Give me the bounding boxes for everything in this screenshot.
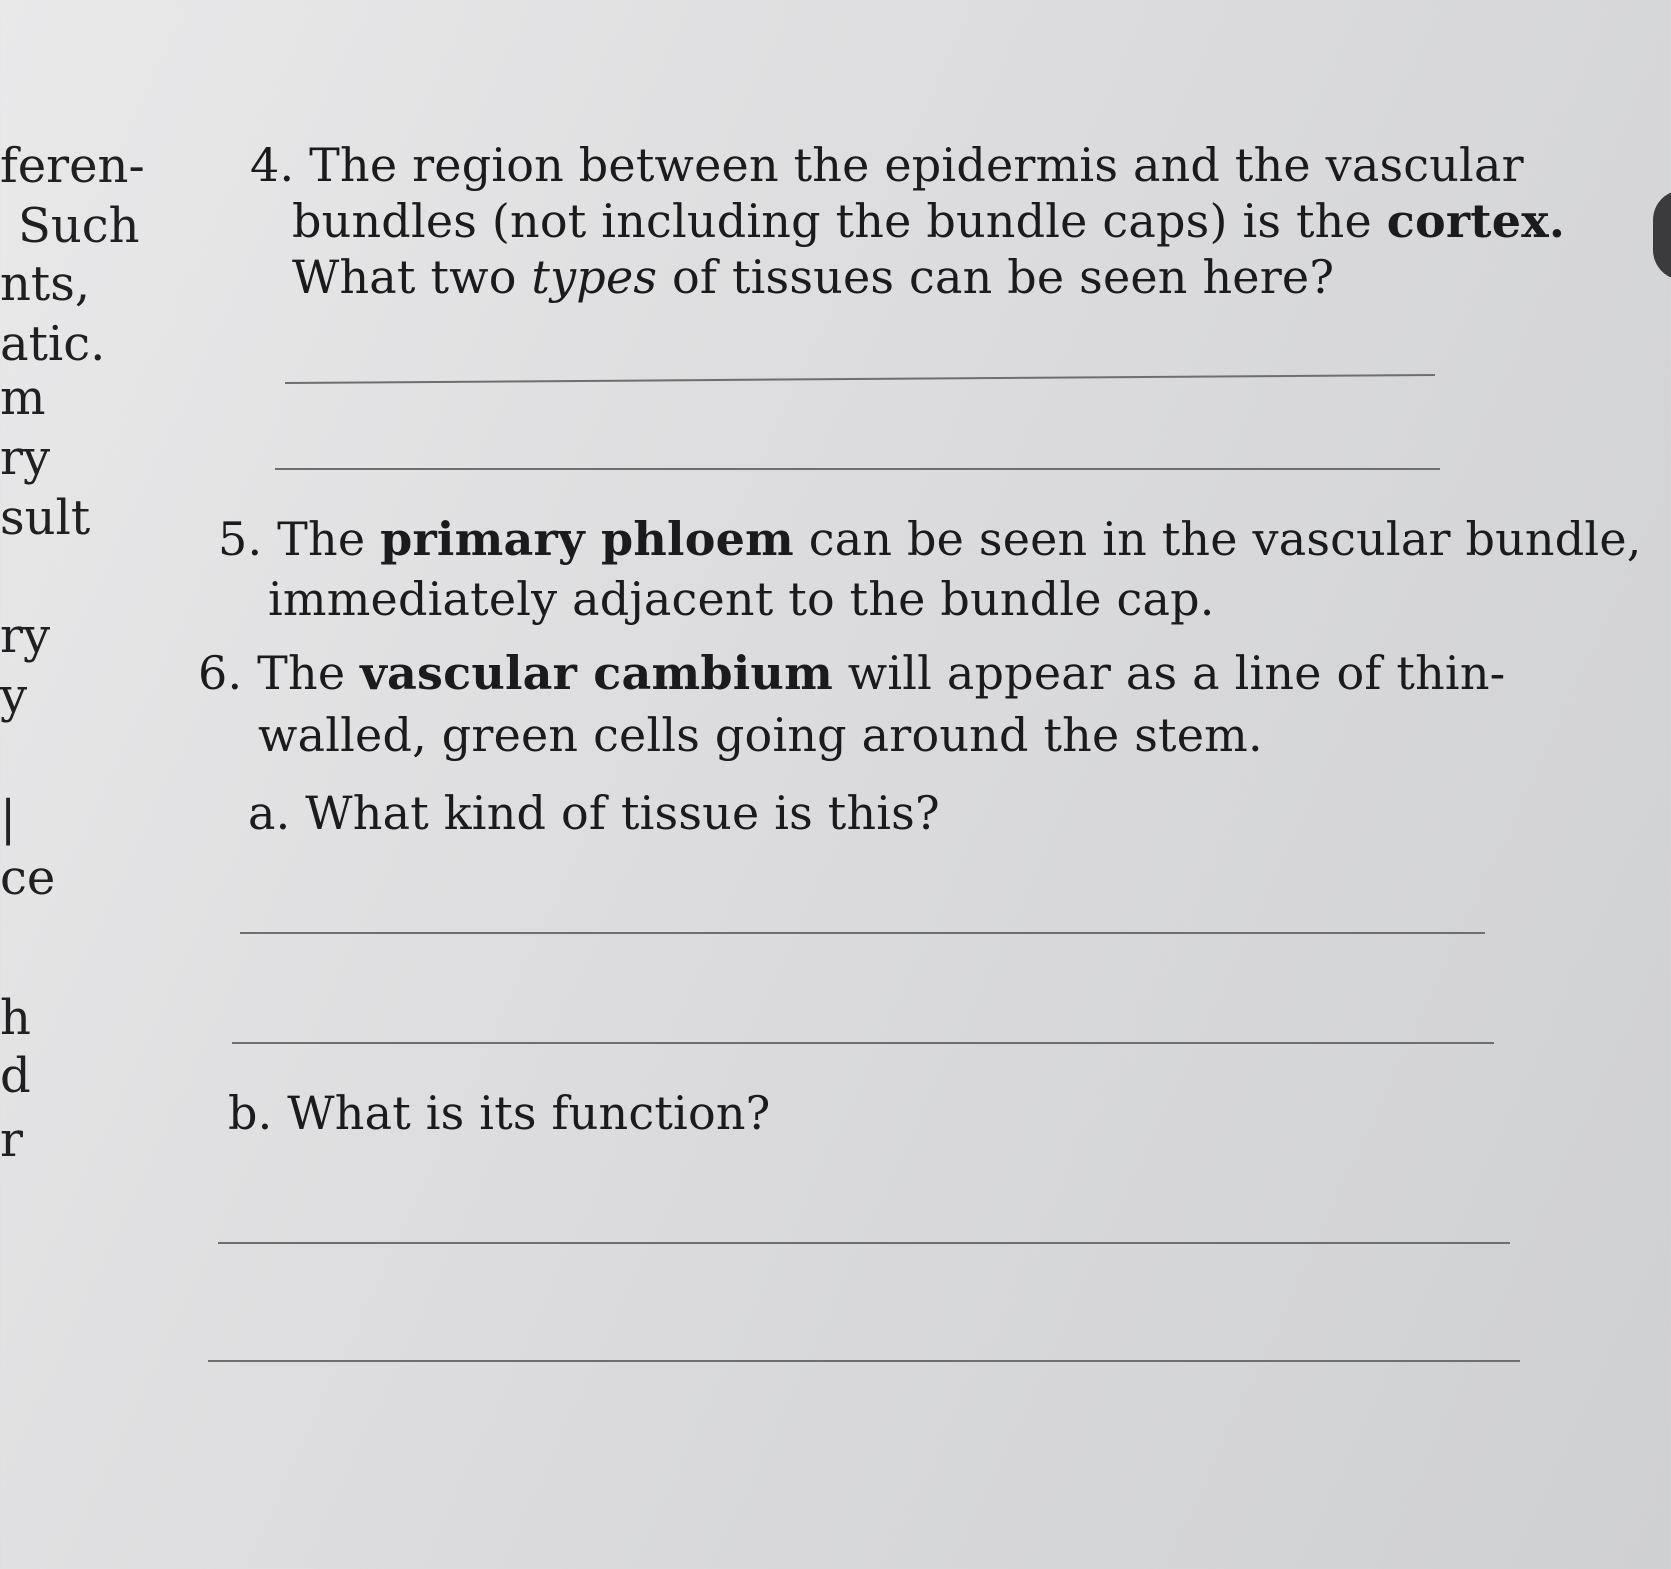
question-6b bbox=[228, 1086, 771, 1140]
margin-fragment: h bbox=[0, 990, 31, 1046]
answer-line[interactable] bbox=[240, 932, 1485, 934]
margin-fragment: nts, bbox=[0, 256, 91, 312]
emphasis-term: types bbox=[531, 250, 658, 304]
margin-fragment: atic. bbox=[0, 316, 106, 372]
margin-fragment: r bbox=[0, 1112, 23, 1168]
question-text: The bbox=[257, 646, 346, 700]
question-6a bbox=[248, 786, 940, 840]
question-4-line-2 bbox=[292, 194, 1565, 248]
margin-fragment: y bbox=[0, 668, 28, 724]
question-4-line-1 bbox=[250, 138, 1524, 192]
subquestion-text: What kind of tissue is this? bbox=[305, 786, 940, 840]
answer-line[interactable] bbox=[285, 374, 1435, 384]
answer-line[interactable] bbox=[275, 468, 1440, 470]
subquestion-text: What is its function? bbox=[287, 1086, 771, 1140]
margin-fragment: sult bbox=[0, 490, 91, 546]
subquestion-label: b. bbox=[228, 1086, 273, 1140]
question-text: The region between the epidermis and the vascular bbox=[309, 138, 1524, 192]
question-number: 6. bbox=[198, 646, 243, 700]
margin-fragment: | bbox=[0, 790, 17, 846]
margin-fragment: ry bbox=[0, 430, 51, 486]
subquestion-label: a. bbox=[248, 786, 291, 840]
margin-fragment: d bbox=[0, 1048, 31, 1104]
question-number: 4. bbox=[250, 138, 295, 192]
margin-fragment: Such bbox=[18, 198, 140, 254]
question-text: will appear as a line of thin- bbox=[847, 646, 1506, 700]
question-text: bundles (not including the bundle caps) is the bbox=[292, 194, 1372, 248]
question-5-line-2 bbox=[268, 572, 1215, 626]
margin-fragment: ry bbox=[0, 608, 51, 664]
key-term: cortex. bbox=[1386, 194, 1566, 248]
margin-fragment: ce bbox=[0, 850, 56, 906]
question-6-line-1 bbox=[198, 646, 1505, 700]
question-text: can be seen in the vascular bundle, bbox=[808, 512, 1642, 566]
answer-line[interactable] bbox=[208, 1360, 1520, 1362]
question-text: of tissues can be seen here? bbox=[672, 250, 1335, 304]
margin-fragment: feren- bbox=[0, 138, 145, 194]
answer-line[interactable] bbox=[218, 1242, 1510, 1244]
question-text: What two bbox=[292, 250, 517, 304]
question-number: 5. bbox=[218, 512, 263, 566]
question-5-line-1 bbox=[218, 512, 1642, 566]
question-text: walled, green cells going around the stem. bbox=[258, 708, 1263, 762]
question-4-line-3 bbox=[292, 250, 1334, 304]
question-6-line-2 bbox=[258, 708, 1263, 762]
page-edge-shadow bbox=[1653, 190, 1671, 280]
key-term: vascular cambium bbox=[360, 646, 833, 700]
answer-line[interactable] bbox=[232, 1042, 1494, 1044]
key-term: primary phloem bbox=[380, 512, 794, 566]
margin-fragment: m bbox=[0, 370, 46, 426]
question-text: immediately adjacent to the bundle cap. bbox=[268, 572, 1215, 626]
question-text: The bbox=[277, 512, 366, 566]
